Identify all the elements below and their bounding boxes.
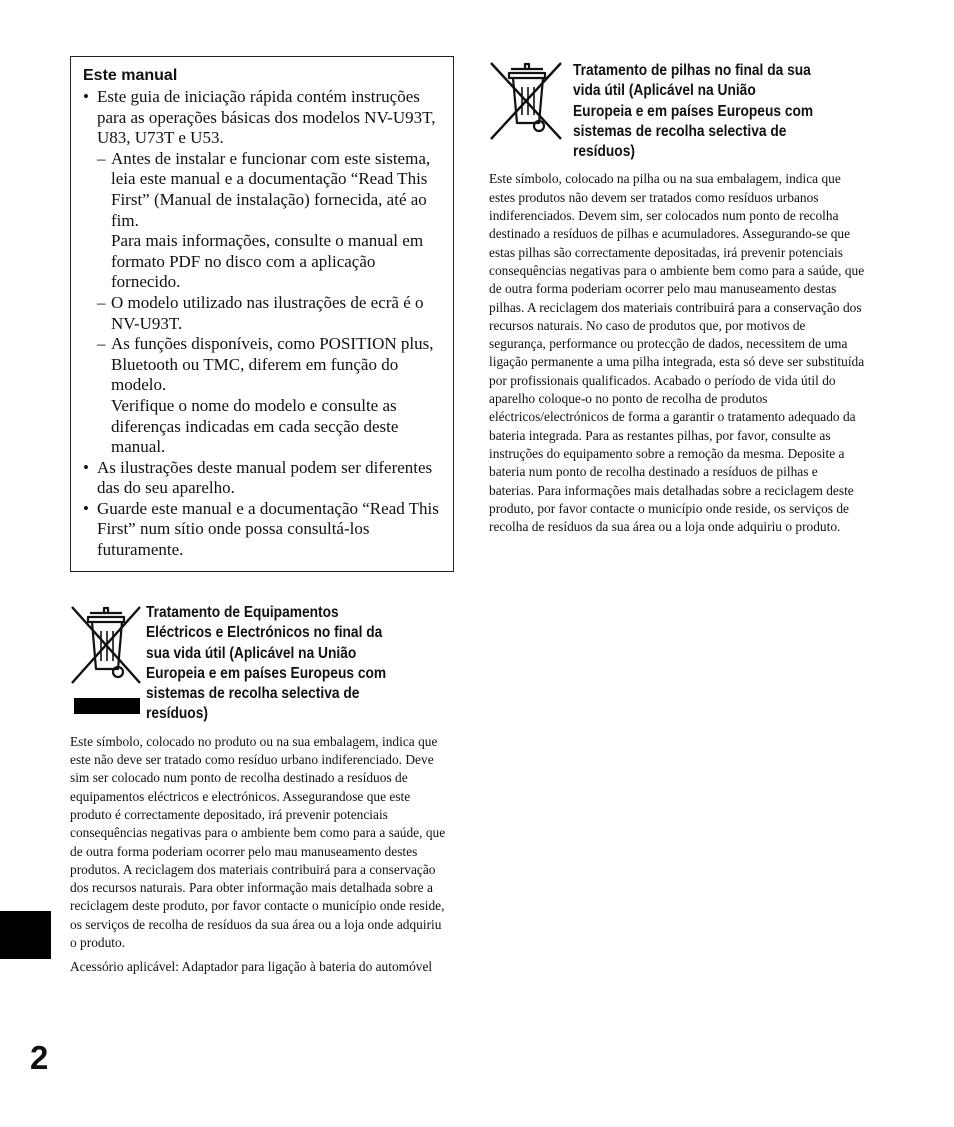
- title-line: Europeia e em países Europeus com: [146, 664, 387, 682]
- product-mark-bar: [74, 698, 140, 714]
- title-line: vida útil (Aplicável na União: [573, 82, 756, 100]
- title-line: Eléctricos e Electrónicos no final da: [146, 624, 383, 642]
- manual-bullet-list: [83, 87, 445, 561]
- title-line: Tratamento de Equipamentos: [146, 604, 339, 621]
- weee-body-text: Este símbolo, colocado no produto ou na sua embalagem, indica que este não deve ser tratado como resíduo urbano indiferenciado. Deve sim ser colocado num ponto de recolha destinado a resíduos de equipamentos eléctricos e electrónicos. Assegurandose que este produto é correctamente depositado, irá prevenir potenciais consequências negativas para o ambiente bem como para a saúde, que de outra forma poderiam ocorrer pelo mau manuseamento destes produtos. A reciclagem dos materiais contribuirá para a conservação dos recursos naturais. Para obter informação mais detalhada sobre a reciclagem deste produto, por favor contacte o município onde reside, os serviços de recolha de resíduos da sua área ou a loja onde adquiriu o produto.: [70, 733, 446, 951]
- title-line: Tratamento de pilhas no final da sua: [573, 62, 811, 79]
- sub-list: [97, 149, 445, 458]
- battery-icon-group: [489, 61, 573, 146]
- manual-info-box: [70, 56, 454, 572]
- title-line: resíduos): [146, 705, 208, 723]
- bullet-text: As ilustrações deste manual podem ser diferentes das do seu aparelho.: [97, 457, 433, 498]
- list-item: [83, 458, 445, 499]
- title-line: sistemas de recolha selectiva de: [573, 122, 787, 140]
- title-line: resíduos): [573, 143, 635, 161]
- language-tab-marker: [0, 911, 51, 959]
- dash-text: – O modelo utilizado nas ilustrações de ecrã é o NV-U93T.: [111, 292, 424, 333]
- title-line: Europeia e em países Europeus com: [573, 102, 814, 120]
- crossed-out-wheelie-bin-icon: [489, 61, 565, 141]
- battery-body-text: Este símbolo, colocado na pilha ou na sua embalagem, indica que estes produtos não devem ser tratados como resíduos urbanos indiferenciados. Devem sim, ser colocados num ponto de recolha destinado a resíduos de pilhas e acumuladores. Assegurando-se que estas pilhas são correctamente depositadas, irá prevenir potenciais consequências negativas para o ambiente bem como para a saúde, que de outra forma poderiam ocorrer pelo mau manuseamento destas pilhas. A reciclagem dos materiais contribuirá para a conservação dos recursos naturais. No caso de produtos que, por motivos de segurança, performance ou protecção de dados, necessitem de uma ligação permanente a uma pilha integrada, esta só deve ser substituída por profissionais qualificados. Acabado o período de vida útil do aparelho coloque-o no ponto de recolha de produtos eléctricos/electrónicos de forma a garantir o tratamento adequado da bateria integrada. Para as restantes pilhas, por favor, consulte as instruções do equipamento sobre a remoção da mesma. Deposite a bateria num ponto de recolha destinado a resíduos de pilhas e baterias. Para informações mais detalhadas sobre a reciclagem deste produto, por favor contacte o município onde reside, os serviços de recolha de resíduos da sua área ou a loja onde adquiriu o produto.: [489, 171, 865, 535]
- bullet-text: Guarde este manual e a documentação “Read This First” num sítio onde possa consultá-los futuramente.: [97, 498, 439, 560]
- bullet-text: Este guia de iniciação rápida contém instruções para as operações básicas dos modelos NV-U93T, U83, U73T e U53.: [97, 87, 436, 148]
- section-header: [70, 603, 446, 725]
- weee-icon-group: [68, 603, 146, 714]
- weee-section-title: [146, 603, 404, 725]
- dash-extra-text: Verifique o nome do modelo e consulte as diferenças indicadas em cada secção deste manual.: [111, 395, 399, 457]
- list-item: [83, 87, 445, 458]
- list-item: [97, 149, 445, 293]
- title-line: sua vida útil (Aplicável na União: [146, 644, 357, 662]
- box-title: Este manual: [83, 67, 178, 84]
- dash-text: – As funções disponíveis, como POSITION plus, Bluetooth ou TMC, diferem em função do modelo.: [111, 334, 434, 395]
- section-header: [489, 61, 865, 162]
- list-item: [97, 334, 445, 458]
- weee-disposal-section: [70, 603, 446, 977]
- battery-section-title: [573, 61, 824, 162]
- accessory-text: Acessório aplicável: Adaptador para ligação à bateria do automóvel: [70, 959, 433, 975]
- dash-extra-text: Para mais informações, consulte o manual em formato PDF no disco com a aplicação fornecido.: [111, 231, 424, 292]
- battery-disposal-section: [489, 61, 865, 536]
- page-number: 2: [30, 1039, 49, 1076]
- list-item: [83, 499, 445, 561]
- title-line: sistemas de recolha selectiva de: [146, 685, 360, 703]
- list-item: [97, 293, 445, 334]
- dash-text: – Antes de instalar e funcionar com este sistema, leia este manual e a documentação “Read This First” (Manual de instalação) fornecida, até ao fim.: [111, 148, 431, 230]
- crossed-out-wheelie-bin-icon: [68, 603, 144, 687]
